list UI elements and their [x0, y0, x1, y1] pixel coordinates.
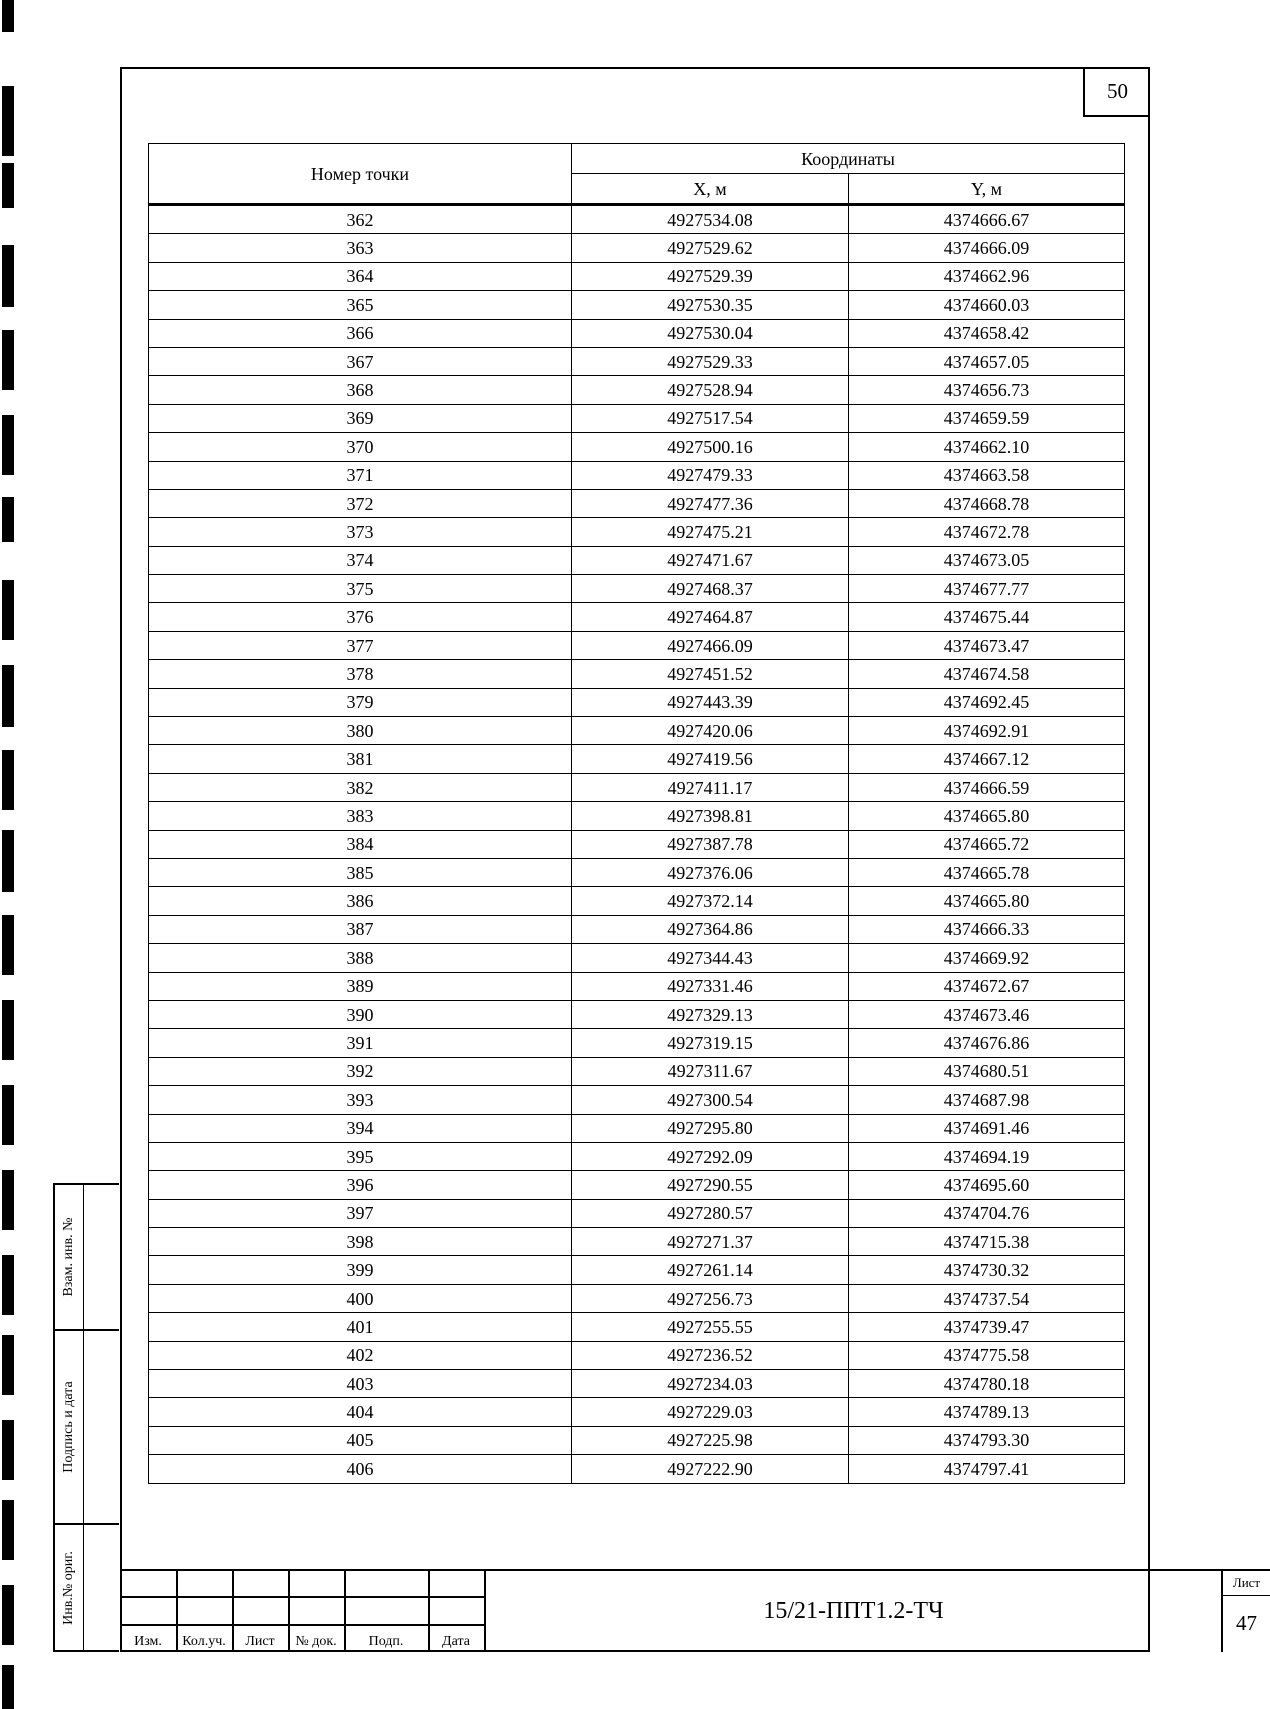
- table-row: [149, 1029, 1125, 1057]
- x-coordinate-cell: 4927451.52: [572, 660, 849, 688]
- x-coordinate-cell: 4927290.55: [572, 1171, 849, 1199]
- header-y: Y, м: [849, 174, 1125, 205]
- x-coordinate-cell: 4927376.06: [572, 858, 849, 886]
- stamp-inv-label: Инв.№ ориг.: [61, 1550, 76, 1625]
- y-coordinate-cell: 4374673.47: [849, 631, 1125, 659]
- table-row: [149, 1426, 1125, 1454]
- x-coordinate-cell: 4927398.81: [572, 802, 849, 830]
- x-coordinate-cell: 4927517.54: [572, 404, 849, 432]
- table-row: [149, 461, 1125, 489]
- x-coordinate-cell: 4927530.04: [572, 319, 849, 347]
- y-coordinate-cell: 4374668.78: [849, 489, 1125, 517]
- table-row: [149, 376, 1125, 404]
- table-row: [149, 1398, 1125, 1426]
- table-row: [149, 205, 1125, 234]
- y-coordinate-cell: 4374662.10: [849, 433, 1125, 461]
- y-coordinate-cell: 4374660.03: [849, 291, 1125, 319]
- x-coordinate-cell: 4927300.54: [572, 1086, 849, 1114]
- point-number-cell: 373: [149, 518, 572, 546]
- table-row: [149, 1284, 1125, 1312]
- stamp-vzam-label: Взам. инв. №: [61, 1217, 76, 1297]
- y-coordinate-cell: 4374666.59: [849, 773, 1125, 801]
- x-coordinate-cell: 4927530.35: [572, 291, 849, 319]
- y-coordinate-cell: 4374674.58: [849, 660, 1125, 688]
- table-row: [149, 262, 1125, 290]
- tb-label-izm: Изм.: [134, 1634, 162, 1649]
- table-row: [149, 1086, 1125, 1114]
- point-number-cell: 376: [149, 603, 572, 631]
- x-coordinate-cell: 4927255.55: [572, 1313, 849, 1341]
- table-row: [149, 631, 1125, 659]
- y-coordinate-cell: 4374780.18: [849, 1370, 1125, 1398]
- stamp-inv: [53, 1523, 119, 1652]
- y-coordinate-cell: 4374666.67: [849, 205, 1125, 234]
- x-coordinate-cell: 4927364.86: [572, 915, 849, 943]
- table-row: [149, 1142, 1125, 1170]
- x-coordinate-cell: 4927529.62: [572, 234, 849, 262]
- point-number-cell: 387: [149, 915, 572, 943]
- point-number-cell: 392: [149, 1057, 572, 1085]
- x-coordinate-cell: 4927443.39: [572, 688, 849, 716]
- table-row: [149, 1455, 1125, 1483]
- tb-label-ndok: № док.: [295, 1634, 337, 1649]
- y-coordinate-cell: 4374694.19: [849, 1142, 1125, 1170]
- tb-label-list: Лист: [245, 1634, 275, 1649]
- table-row: [149, 944, 1125, 972]
- point-number-cell: 364: [149, 262, 572, 290]
- table-row: [149, 319, 1125, 347]
- table-row: [149, 1370, 1125, 1398]
- point-number-cell: 400: [149, 1284, 572, 1312]
- point-number-cell: 397: [149, 1199, 572, 1227]
- coordinates-table: [148, 143, 1125, 1484]
- x-coordinate-cell: 4927319.15: [572, 1029, 849, 1057]
- y-coordinate-cell: 4374793.30: [849, 1426, 1125, 1454]
- x-coordinate-cell: 4927471.67: [572, 546, 849, 574]
- x-coordinate-cell: 4927479.33: [572, 461, 849, 489]
- y-coordinate-cell: 4374666.09: [849, 234, 1125, 262]
- table-row: [149, 518, 1125, 546]
- point-number-cell: 375: [149, 575, 572, 603]
- table-row: [149, 887, 1125, 915]
- x-coordinate-cell: 4927261.14: [572, 1256, 849, 1284]
- point-number-cell: 380: [149, 717, 572, 745]
- point-number-cell: 389: [149, 972, 572, 1000]
- x-coordinate-cell: 4927528.94: [572, 376, 849, 404]
- document-code: 15/21-ППТ1.2-ТЧ: [484, 1569, 1221, 1652]
- table-row: [149, 1000, 1125, 1028]
- point-number-cell: 368: [149, 376, 572, 404]
- sheet-box: [1221, 1569, 1270, 1652]
- y-coordinate-cell: 4374730.32: [849, 1256, 1125, 1284]
- x-coordinate-cell: 4927222.90: [572, 1455, 849, 1483]
- x-coordinate-cell: 4927420.06: [572, 717, 849, 745]
- y-coordinate-cell: 4374665.78: [849, 858, 1125, 886]
- table-row: [149, 745, 1125, 773]
- y-coordinate-cell: 4374737.54: [849, 1284, 1125, 1312]
- y-coordinate-cell: 4374677.77: [849, 575, 1125, 603]
- table-row: [149, 347, 1125, 375]
- table-row: [149, 830, 1125, 858]
- table-row: [149, 972, 1125, 1000]
- x-coordinate-cell: 4927295.80: [572, 1114, 849, 1142]
- table-row: [149, 603, 1125, 631]
- point-number-cell: 372: [149, 489, 572, 517]
- header-x: X, м: [572, 174, 849, 205]
- point-number-cell: 371: [149, 461, 572, 489]
- header-point-number: Номер точки: [149, 144, 572, 205]
- y-coordinate-cell: 4374676.86: [849, 1029, 1125, 1057]
- point-number-cell: 403: [149, 1370, 572, 1398]
- header-coordinates: Координаты: [572, 144, 1125, 174]
- point-number-cell: 370: [149, 433, 572, 461]
- x-coordinate-cell: 4927331.46: [572, 972, 849, 1000]
- x-coordinate-cell: 4927372.14: [572, 887, 849, 915]
- x-coordinate-cell: 4927387.78: [572, 830, 849, 858]
- point-number-cell: 378: [149, 660, 572, 688]
- x-coordinate-cell: 4927529.33: [572, 347, 849, 375]
- point-number-cell: 382: [149, 773, 572, 801]
- point-number-cell: 388: [149, 944, 572, 972]
- table-row: [149, 1341, 1125, 1369]
- x-coordinate-cell: 4927329.13: [572, 1000, 849, 1028]
- point-number-cell: 377: [149, 631, 572, 659]
- point-number-cell: 393: [149, 1086, 572, 1114]
- y-coordinate-cell: 4374775.58: [849, 1341, 1125, 1369]
- x-coordinate-cell: 4927256.73: [572, 1284, 849, 1312]
- y-coordinate-cell: 4374680.51: [849, 1057, 1125, 1085]
- x-coordinate-cell: 4927292.09: [572, 1142, 849, 1170]
- y-coordinate-cell: 4374789.13: [849, 1398, 1125, 1426]
- x-coordinate-cell: 4927236.52: [572, 1341, 849, 1369]
- point-number-cell: 381: [149, 745, 572, 773]
- page-number-top: 50: [1083, 67, 1150, 117]
- point-number-cell: 366: [149, 319, 572, 347]
- table-row: [149, 660, 1125, 688]
- table-row: [149, 1171, 1125, 1199]
- table-row: [149, 1114, 1125, 1142]
- title-block: [120, 1569, 1261, 1652]
- tb-label-data: Дата: [442, 1634, 470, 1649]
- table-row: [149, 575, 1125, 603]
- x-coordinate-cell: 4927468.37: [572, 575, 849, 603]
- y-coordinate-cell: 4374658.42: [849, 319, 1125, 347]
- point-number-cell: 385: [149, 858, 572, 886]
- point-number-cell: 404: [149, 1398, 572, 1426]
- table-row: [149, 1256, 1125, 1284]
- table-row: [149, 489, 1125, 517]
- point-number-cell: 394: [149, 1114, 572, 1142]
- point-number-cell: 405: [149, 1426, 572, 1454]
- x-coordinate-cell: 4927229.03: [572, 1398, 849, 1426]
- y-coordinate-cell: 4374657.05: [849, 347, 1125, 375]
- stamp-podpis-label: Подпись и дата: [61, 1381, 76, 1473]
- y-coordinate-cell: 4374691.46: [849, 1114, 1125, 1142]
- x-coordinate-cell: 4927534.08: [572, 205, 849, 234]
- stamp-podpis: [53, 1329, 119, 1525]
- y-coordinate-cell: 4374692.91: [849, 717, 1125, 745]
- x-coordinate-cell: 4927411.17: [572, 773, 849, 801]
- x-coordinate-cell: 4927477.36: [572, 489, 849, 517]
- y-coordinate-cell: 4374692.45: [849, 688, 1125, 716]
- point-number-cell: 401: [149, 1313, 572, 1341]
- y-coordinate-cell: 4374715.38: [849, 1228, 1125, 1256]
- y-coordinate-cell: 4374663.58: [849, 461, 1125, 489]
- y-coordinate-cell: 4374739.47: [849, 1313, 1125, 1341]
- x-coordinate-cell: 4927475.21: [572, 518, 849, 546]
- x-coordinate-cell: 4927271.37: [572, 1228, 849, 1256]
- tb-label-podp: Подп.: [368, 1634, 404, 1649]
- y-coordinate-cell: 4374665.72: [849, 830, 1125, 858]
- x-coordinate-cell: 4927464.87: [572, 603, 849, 631]
- table-row: [149, 915, 1125, 943]
- point-number-cell: 383: [149, 802, 572, 830]
- table-row: [149, 717, 1125, 745]
- point-number-cell: 396: [149, 1171, 572, 1199]
- x-coordinate-cell: 4927344.43: [572, 944, 849, 972]
- sheet-number: 47: [1236, 1611, 1257, 1635]
- table-row: [149, 1057, 1125, 1085]
- y-coordinate-cell: 4374662.96: [849, 262, 1125, 290]
- point-number-cell: 367: [149, 347, 572, 375]
- x-coordinate-cell: 4927500.16: [572, 433, 849, 461]
- table-row: [149, 858, 1125, 886]
- sheet-label: Лист: [1223, 1571, 1270, 1596]
- point-number-cell: 406: [149, 1455, 572, 1483]
- y-coordinate-cell: 4374672.67: [849, 972, 1125, 1000]
- table-row: [149, 404, 1125, 432]
- table-row: [149, 234, 1125, 262]
- point-number-cell: 374: [149, 546, 572, 574]
- point-number-cell: 402: [149, 1341, 572, 1369]
- point-number-cell: 399: [149, 1256, 572, 1284]
- point-number-cell: 386: [149, 887, 572, 915]
- point-number-cell: 365: [149, 291, 572, 319]
- point-number-cell: 379: [149, 688, 572, 716]
- point-number-cell: 395: [149, 1142, 572, 1170]
- y-coordinate-cell: 4374656.73: [849, 376, 1125, 404]
- tb-label-kol: Кол.уч.: [182, 1634, 226, 1649]
- y-coordinate-cell: 4374666.33: [849, 915, 1125, 943]
- y-coordinate-cell: 4374665.80: [849, 802, 1125, 830]
- revision-grid: [120, 1569, 484, 1652]
- x-coordinate-cell: 4927466.09: [572, 631, 849, 659]
- y-coordinate-cell: 4374797.41: [849, 1455, 1125, 1483]
- y-coordinate-cell: 4374673.05: [849, 546, 1125, 574]
- stamp-vzam: [53, 1183, 119, 1331]
- x-coordinate-cell: 4927225.98: [572, 1426, 849, 1454]
- x-coordinate-cell: 4927280.57: [572, 1199, 849, 1227]
- y-coordinate-cell: 4374667.12: [849, 745, 1125, 773]
- y-coordinate-cell: 4374665.80: [849, 887, 1125, 915]
- point-number-cell: 398: [149, 1228, 572, 1256]
- y-coordinate-cell: 4374659.59: [849, 404, 1125, 432]
- table-row: [149, 546, 1125, 574]
- table-row: [149, 1313, 1125, 1341]
- point-number-cell: 369: [149, 404, 572, 432]
- y-coordinate-cell: 4374675.44: [849, 603, 1125, 631]
- point-number-cell: 391: [149, 1029, 572, 1057]
- table-row: [149, 802, 1125, 830]
- y-coordinate-cell: 4374673.46: [849, 1000, 1125, 1028]
- x-coordinate-cell: 4927419.56: [572, 745, 849, 773]
- table-row: [149, 1228, 1125, 1256]
- x-coordinate-cell: 4927529.39: [572, 262, 849, 290]
- point-number-cell: 390: [149, 1000, 572, 1028]
- point-number-cell: 384: [149, 830, 572, 858]
- y-coordinate-cell: 4374672.78: [849, 518, 1125, 546]
- table-row: [149, 1199, 1125, 1227]
- y-coordinate-cell: 4374669.92: [849, 944, 1125, 972]
- table-row: [149, 688, 1125, 716]
- point-number-cell: 362: [149, 205, 572, 234]
- y-coordinate-cell: 4374695.60: [849, 1171, 1125, 1199]
- y-coordinate-cell: 4374687.98: [849, 1086, 1125, 1114]
- x-coordinate-cell: 4927234.03: [572, 1370, 849, 1398]
- x-coordinate-cell: 4927311.67: [572, 1057, 849, 1085]
- table-row: [149, 291, 1125, 319]
- table-row: [149, 773, 1125, 801]
- point-number-cell: 363: [149, 234, 572, 262]
- table-row: [149, 433, 1125, 461]
- y-coordinate-cell: 4374704.76: [849, 1199, 1125, 1227]
